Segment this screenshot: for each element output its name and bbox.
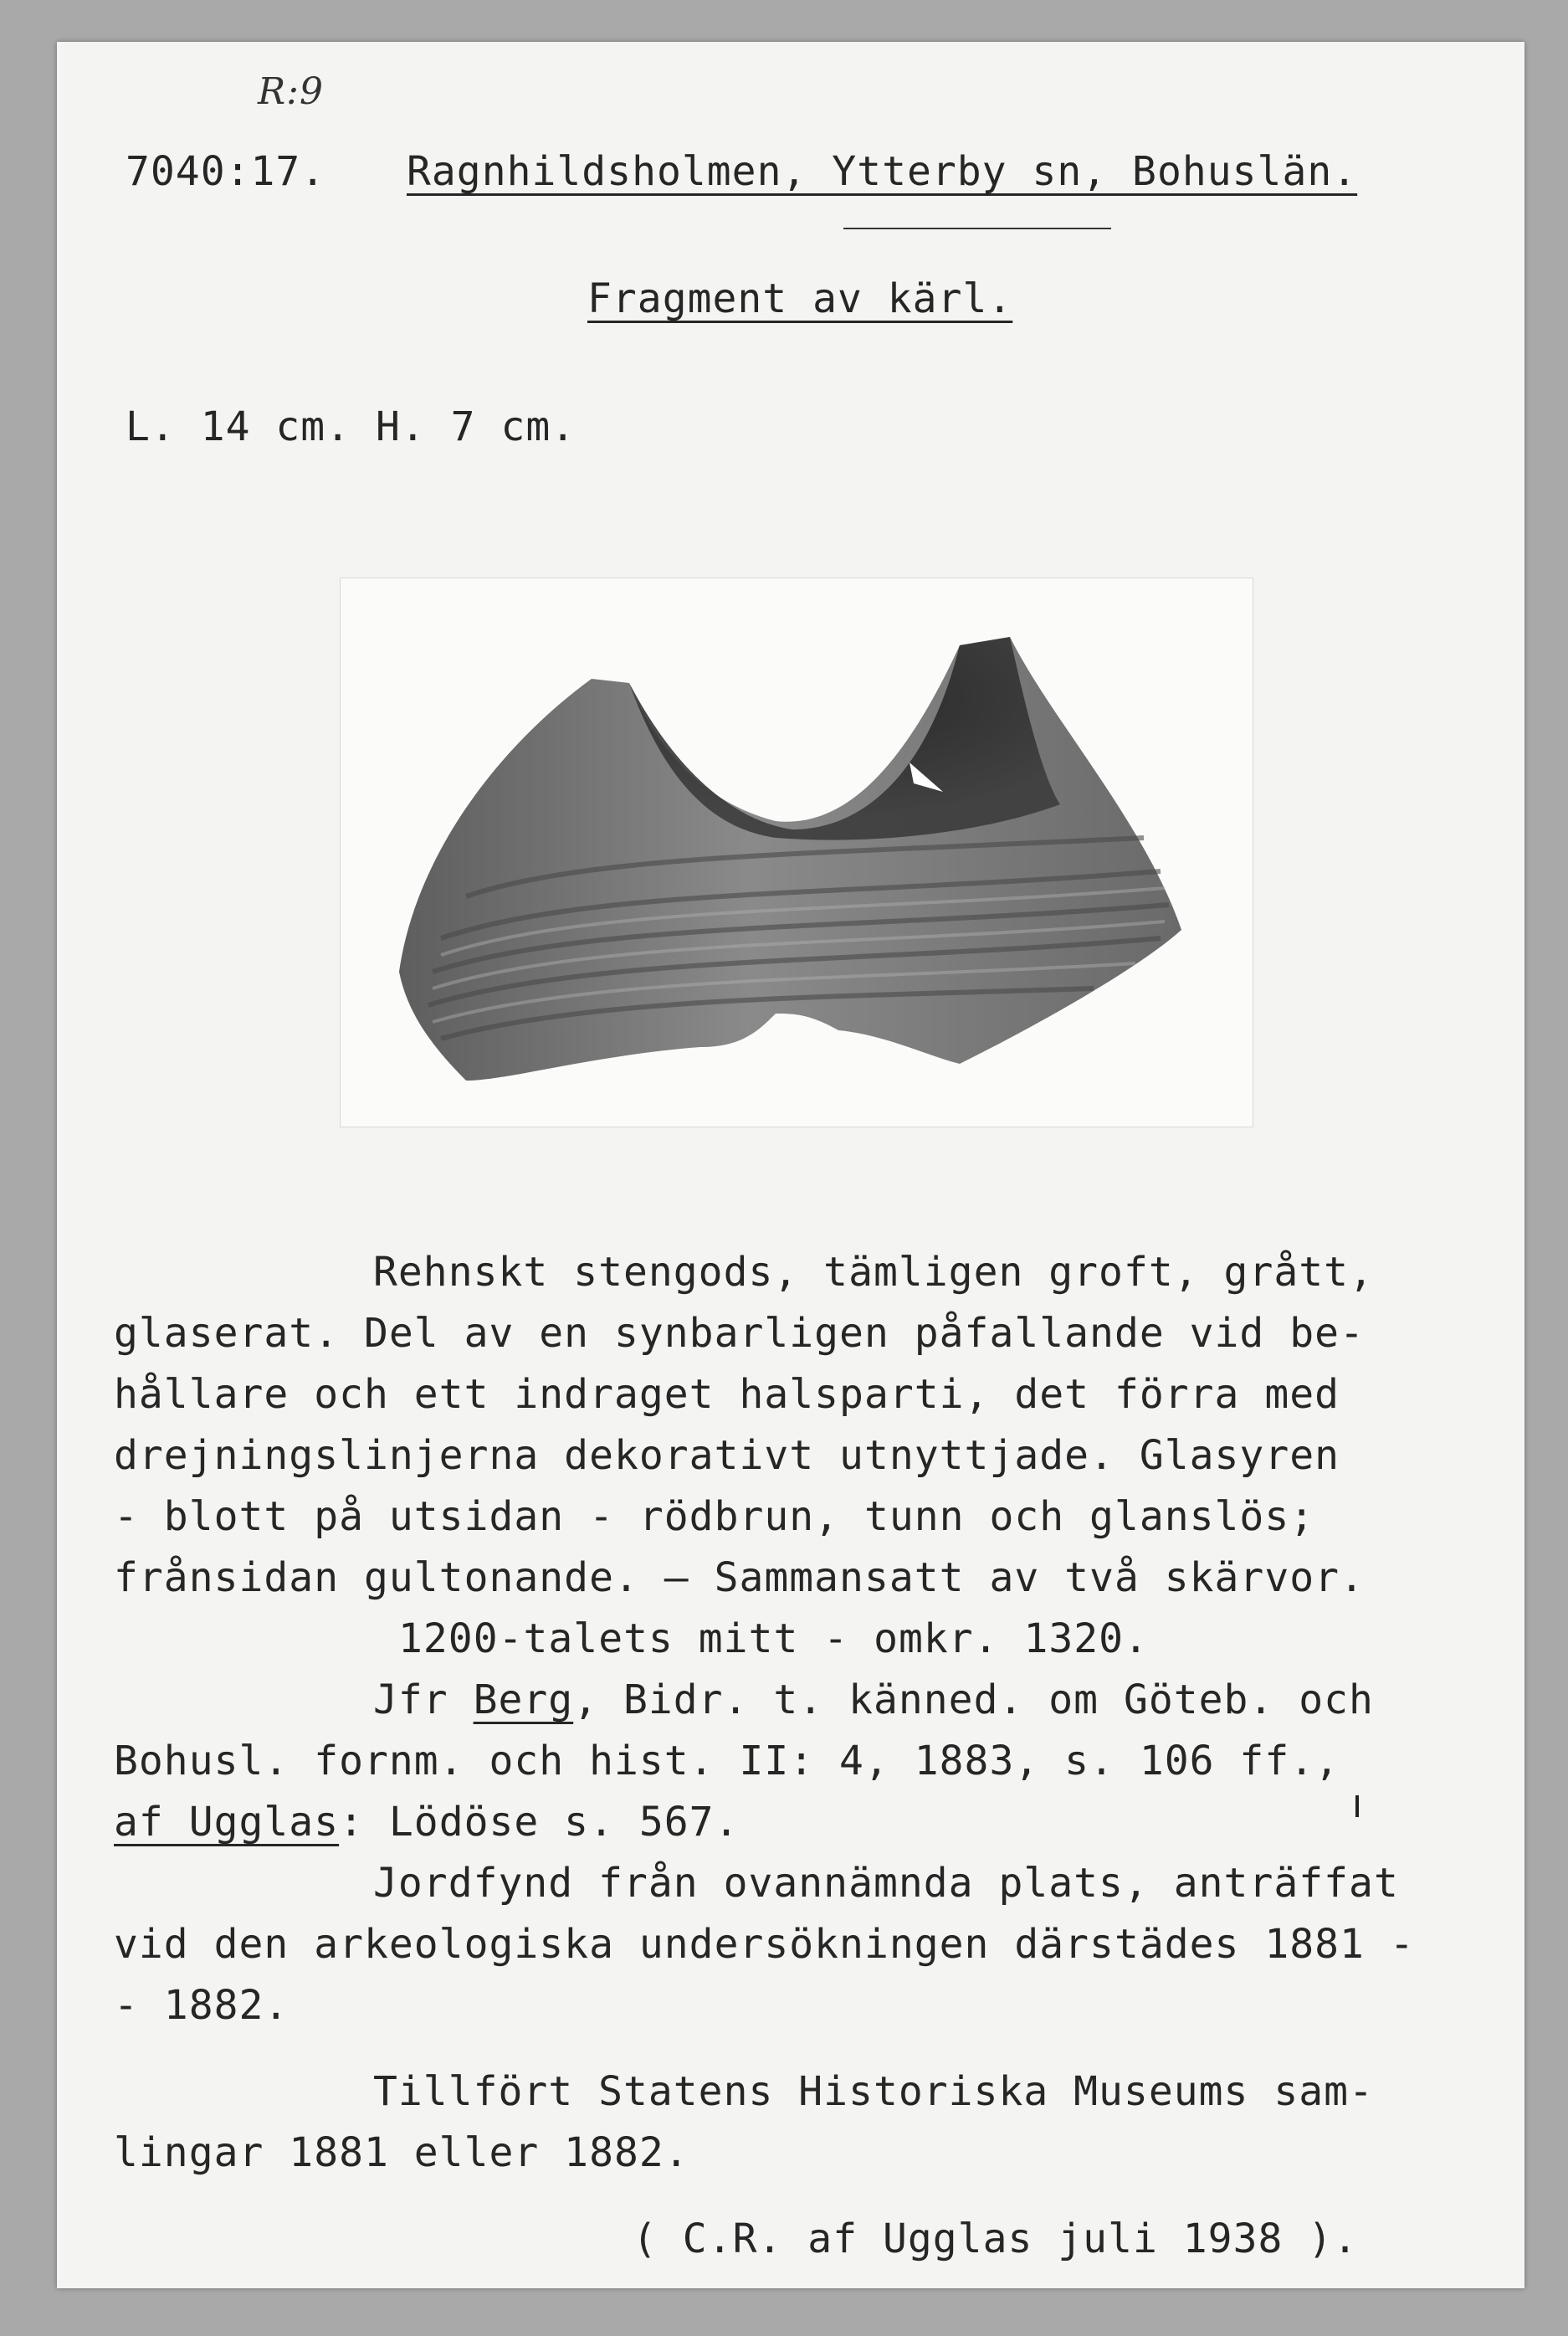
catalogue-number: 7040:17. (126, 148, 326, 195)
object-dimensions: L. 14 cm. H. 7 cm. (126, 403, 576, 450)
provenance-line-2: vid den arkeologiska undersökningen därstädes 1881 - (114, 1921, 1415, 1968)
find-location: Ragnhildsholmen, Ytterby sn, Bohuslän. (407, 148, 1358, 195)
reference-jfr: Jfr (373, 1676, 474, 1723)
body-line-3: hållare och ett indraget halsparti, det förra med (114, 1371, 1340, 1418)
acquisition-line-1: Tillfört Statens Historiska Museums sam- (373, 2068, 1374, 2115)
object-photograph (340, 578, 1253, 1127)
underline-mark (843, 228, 1111, 229)
body-line-6: frånsidan gultonande. — Sammansatt av två skärvor. (114, 1554, 1365, 1601)
provenance-line-1: Jordfynd från ovannämnda plats, anträffat (373, 1860, 1399, 1907)
body-line-1: Rehnskt stengods, tämligen groft, grått, (373, 1249, 1374, 1296)
reference-line-3 (114, 1797, 739, 1847)
vessel-fragment-image (341, 578, 1253, 1127)
reference-line-2: Bohusl. fornm. och hist. II: 4, 1883, s. 106 ff., (114, 1738, 1340, 1784)
body-line-5: - blott på utsidan - rödbrun, tunn och glanslös; (114, 1493, 1315, 1540)
provenance-line-3: - 1882. (114, 1982, 290, 2029)
catalogue-mark: R:9 (258, 70, 324, 113)
object-title: Fragment av kärl. (587, 275, 1013, 322)
reference-berg-rest: , Bidr. t. känned. om Göteb. och (573, 1676, 1374, 1723)
reference-ugglas-rest: : Lödöse s. 567. (339, 1799, 740, 1846)
reference-berg: Berg (473, 1676, 574, 1723)
reference-ugglas: af Ugglas (114, 1799, 340, 1846)
reference-line-1 (373, 1675, 1374, 1725)
body-line-2: glaserat. Del av en synbarligen påfallande vid be- (114, 1310, 1365, 1357)
pen-mark (1355, 1795, 1359, 1817)
author-signature: ( C.R. af Ugglas juli 1938 ). (633, 2215, 1359, 2262)
acquisition-line-2: lingar 1881 eller 1882. (114, 2129, 689, 2176)
dating-line: 1200-talets mitt - omkr. 1320. (398, 1615, 1149, 1662)
body-line-4: drejningslinjerna dekorativt utnyttjade. Glasyren (114, 1432, 1340, 1479)
catalogue-card (57, 42, 1524, 2288)
